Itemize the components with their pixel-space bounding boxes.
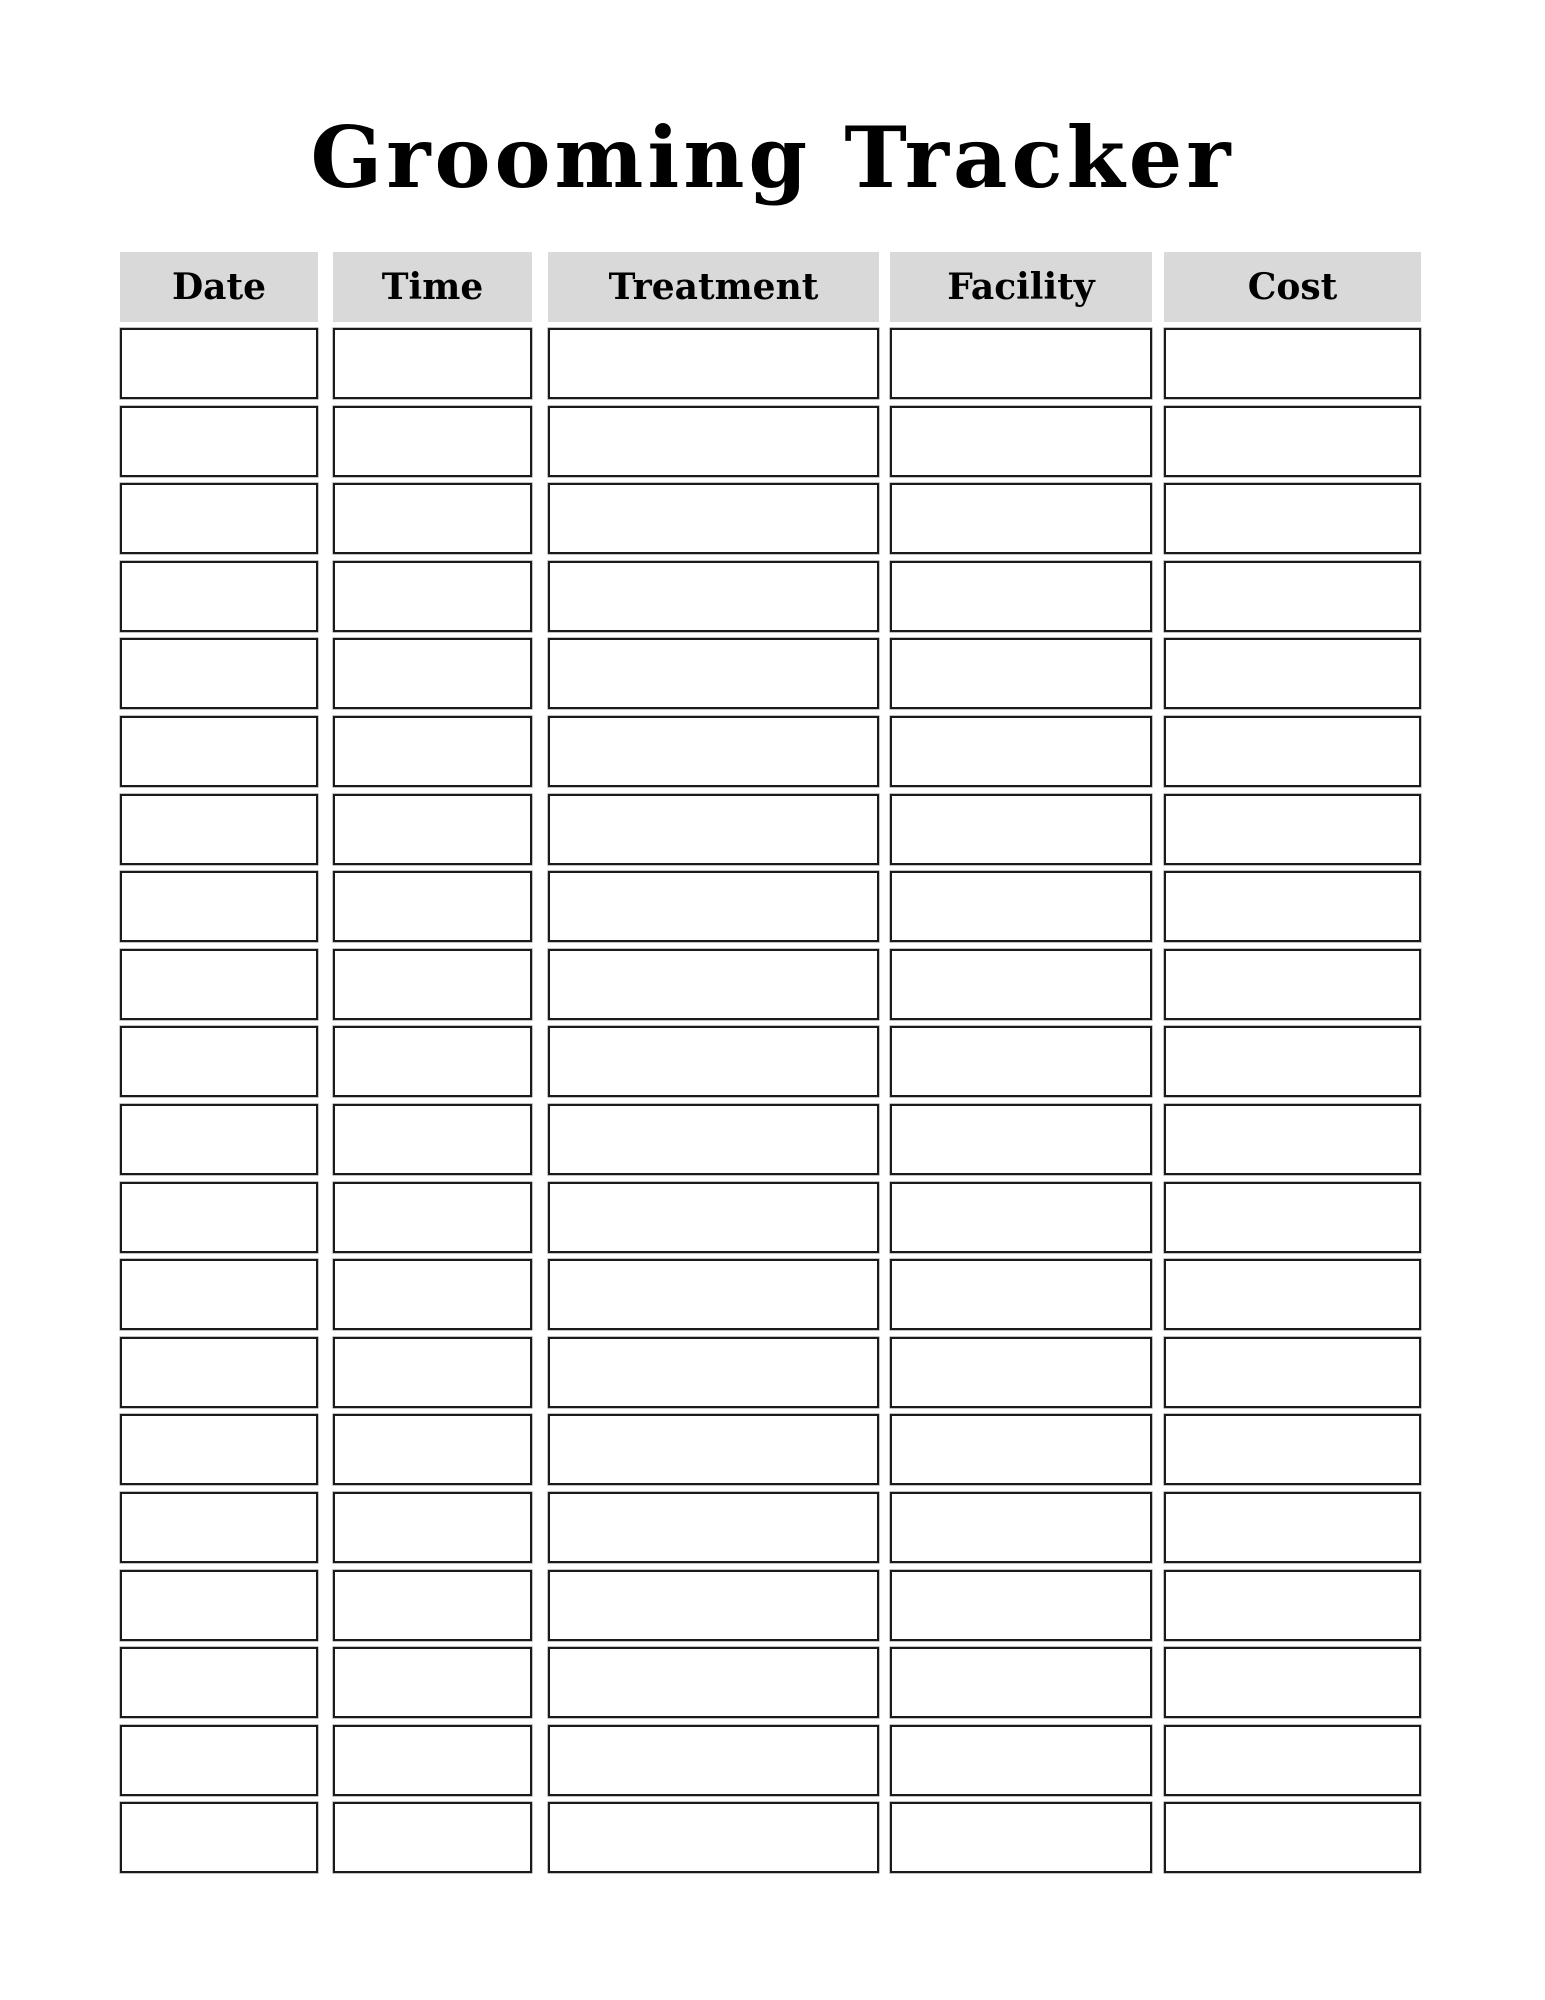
time-cell[interactable] (333, 1104, 532, 1175)
facility-cell[interactable] (890, 949, 1152, 1020)
treatment-cell[interactable] (548, 1725, 879, 1796)
facility-cell[interactable] (890, 1647, 1152, 1718)
cost-cell[interactable] (1164, 561, 1421, 632)
treatment-cell[interactable] (548, 1259, 879, 1330)
column-header-facility: Facility (890, 252, 1152, 322)
cost-cell[interactable] (1164, 1414, 1421, 1485)
treatment-cell[interactable] (548, 1026, 879, 1097)
treatment-cell[interactable] (548, 716, 879, 787)
time-cell[interactable] (333, 949, 532, 1020)
treatment-cell[interactable] (548, 1802, 879, 1873)
date-cell[interactable] (120, 1802, 318, 1873)
treatment-cell[interactable] (548, 328, 879, 399)
cost-cell[interactable] (1164, 949, 1421, 1020)
treatment-cell[interactable] (548, 1570, 879, 1641)
date-cell[interactable] (120, 1104, 318, 1175)
time-cell[interactable] (333, 1570, 532, 1641)
facility-cell[interactable] (890, 638, 1152, 709)
date-cell[interactable] (120, 1182, 318, 1253)
date-cell[interactable] (120, 1259, 318, 1330)
cost-cell[interactable] (1164, 1647, 1421, 1718)
treatment-cell[interactable] (548, 483, 879, 554)
facility-cell[interactable] (890, 1570, 1152, 1641)
column-header-time: Time (333, 252, 532, 322)
date-cell[interactable] (120, 483, 318, 554)
cost-cell[interactable] (1164, 1182, 1421, 1253)
time-cell[interactable] (333, 871, 532, 942)
facility-cell[interactable] (890, 561, 1152, 632)
time-cell[interactable] (333, 1647, 532, 1718)
time-cell[interactable] (333, 1492, 532, 1563)
cost-cell[interactable] (1164, 483, 1421, 554)
page-title: Grooming Tracker (310, 108, 1235, 207)
treatment-cell[interactable] (548, 561, 879, 632)
date-cell[interactable] (120, 794, 318, 865)
date-cell[interactable] (120, 638, 318, 709)
date-cell[interactable] (120, 406, 318, 477)
cost-cell[interactable] (1164, 1492, 1421, 1563)
time-cell[interactable] (333, 1802, 532, 1873)
cost-cell[interactable] (1164, 1725, 1421, 1796)
time-cell[interactable] (333, 483, 532, 554)
facility-cell[interactable] (890, 1182, 1152, 1253)
facility-cell[interactable] (890, 716, 1152, 787)
treatment-cell[interactable] (548, 1104, 879, 1175)
time-cell[interactable] (333, 1259, 532, 1330)
cost-cell[interactable] (1164, 1337, 1421, 1408)
facility-cell[interactable] (890, 1492, 1152, 1563)
cost-cell[interactable] (1164, 1570, 1421, 1641)
time-cell[interactable] (333, 1337, 532, 1408)
treatment-cell[interactable] (548, 871, 879, 942)
time-cell[interactable] (333, 561, 532, 632)
facility-cell[interactable] (890, 1259, 1152, 1330)
treatment-cell[interactable] (548, 949, 879, 1020)
date-cell[interactable] (120, 328, 318, 399)
time-cell[interactable] (333, 328, 532, 399)
date-cell[interactable] (120, 1647, 318, 1718)
facility-cell[interactable] (890, 1337, 1152, 1408)
column-header-date: Date (120, 252, 318, 322)
treatment-cell[interactable] (548, 1414, 879, 1485)
date-cell[interactable] (120, 871, 318, 942)
date-cell[interactable] (120, 1414, 318, 1485)
cost-cell[interactable] (1164, 871, 1421, 942)
facility-cell[interactable] (890, 1104, 1152, 1175)
facility-cell[interactable] (890, 328, 1152, 399)
time-cell[interactable] (333, 1725, 532, 1796)
facility-cell[interactable] (890, 483, 1152, 554)
cost-cell[interactable] (1164, 1259, 1421, 1330)
treatment-cell[interactable] (548, 1337, 879, 1408)
facility-cell[interactable] (890, 871, 1152, 942)
time-cell[interactable] (333, 1414, 532, 1485)
date-cell[interactable] (120, 1570, 318, 1641)
time-cell[interactable] (333, 406, 532, 477)
treatment-cell[interactable] (548, 794, 879, 865)
date-cell[interactable] (120, 1337, 318, 1408)
facility-cell[interactable] (890, 1414, 1152, 1485)
cost-cell[interactable] (1164, 716, 1421, 787)
time-cell[interactable] (333, 1182, 532, 1253)
date-cell[interactable] (120, 1725, 318, 1796)
cost-cell[interactable] (1164, 328, 1421, 399)
treatment-cell[interactable] (548, 1647, 879, 1718)
treatment-cell[interactable] (548, 1492, 879, 1563)
facility-cell[interactable] (890, 1026, 1152, 1097)
cost-cell[interactable] (1164, 1802, 1421, 1873)
facility-cell[interactable] (890, 406, 1152, 477)
date-cell[interactable] (120, 1492, 318, 1563)
date-cell[interactable] (120, 716, 318, 787)
cost-cell[interactable] (1164, 1104, 1421, 1175)
treatment-cell[interactable] (548, 1182, 879, 1253)
date-cell[interactable] (120, 1026, 318, 1097)
date-cell[interactable] (120, 949, 318, 1020)
time-cell[interactable] (333, 794, 532, 865)
date-cell[interactable] (120, 561, 318, 632)
time-cell[interactable] (333, 638, 532, 709)
cost-cell[interactable] (1164, 638, 1421, 709)
facility-cell[interactable] (890, 794, 1152, 865)
time-cell[interactable] (333, 716, 532, 787)
treatment-cell[interactable] (548, 406, 879, 477)
facility-cell[interactable] (890, 1802, 1152, 1873)
treatment-cell[interactable] (548, 638, 879, 709)
column-header-treatment: Treatment (548, 252, 879, 322)
column-header-cost: Cost (1164, 252, 1421, 322)
cost-cell[interactable] (1164, 794, 1421, 865)
cost-cell[interactable] (1164, 406, 1421, 477)
time-cell[interactable] (333, 1026, 532, 1097)
cost-cell[interactable] (1164, 1026, 1421, 1097)
facility-cell[interactable] (890, 1725, 1152, 1796)
